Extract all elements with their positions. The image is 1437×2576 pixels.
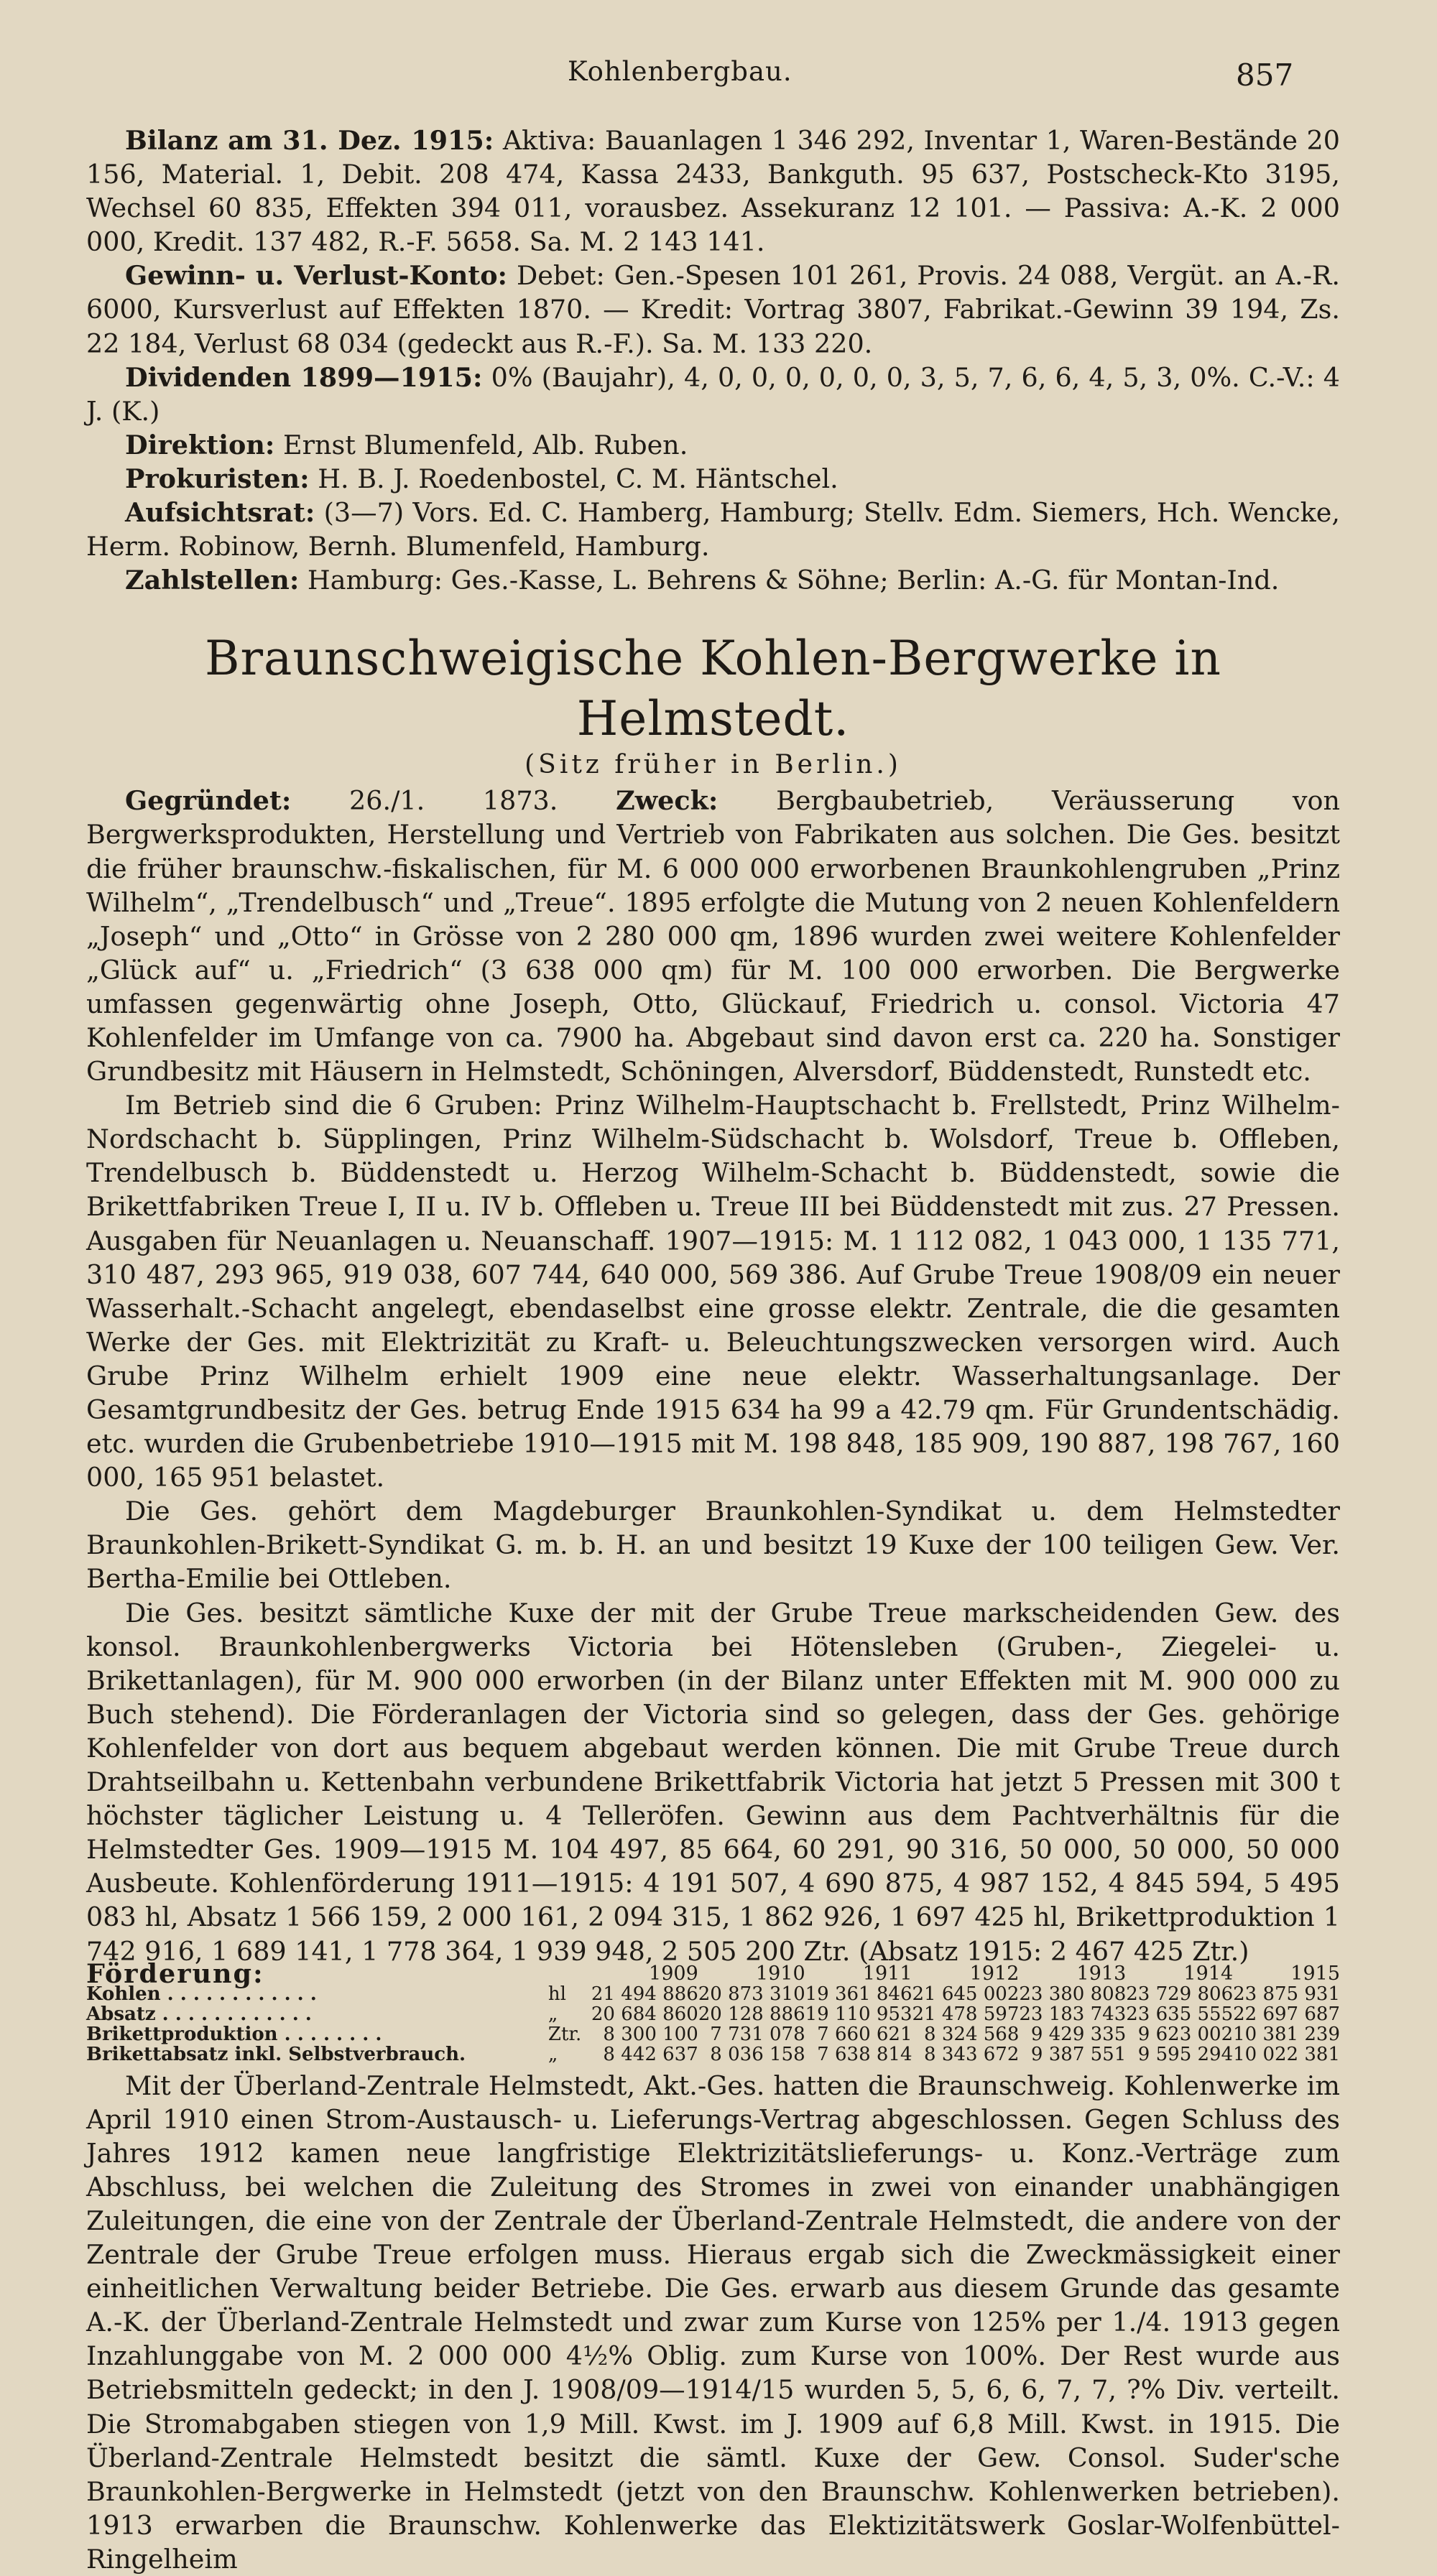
table-cell: 10 381 239 bbox=[1233, 2023, 1340, 2045]
betrieb-paragraph: Im Betrieb sind die 6 Gruben: Prinz Wilhelm-Hauptschacht b. Frellstedt, Prinz Wilhelm-Nordschacht b. Süpplingen, Prinz Wilhelm-Südschacht b. Wolsdorf, Treue b. Offleben, Trendelbusch b. Büddenstedt u. Herzog Wilhelm-Schacht b. Büddenstedt, sowie die Brikettfabriken Treue I, II u. IV b. Offleben u. Treue III bei Büddenstedt mit zus. 27 Pressen. Ausgaben für Neuanlagen u. Neuanschaff. 1907—1915: M. 1 112 082, 1 043 000, 1 135 771, 310 487, 293 965, 919 038, 607 744, 640 000, 569 386. Auf Grube Treue 1908/09 ein neuer Wasserhalt.-Schacht angelegt, ebendaselbst eine grosse elektr. Zentrale, die die gesamten Werke der Ges. mit Elektrizität zu Kraft- u. Beleuchtungszwecken versorgen wird. Auch Grube Prinz Wilhelm erhielt 1909 eine neue elektr. Wasserhaltungsanlage. Der Gesamtgrundbesitz der Ges. betrug Ende 1915 634 ha 99 a 42.79 qm. Für Grundentschädig. etc. wurden die Grubenbetriebe 1910—1915 mit M. 198 848, 185 909, 190 887, 198 767, 160 000, 165 951 belastet. bbox=[86, 1090, 1340, 1493]
gewinn-verlust-text: Debet: Gen.-Spesen 101 261, Provis. 24 088, Vergüt. an A.-R. 6000, Kursverlust auf Effekten 1870. — Kredit: Vortrag 3807, Fabrikat.-Gewinn 39 194, Zs. 22 184, Verlust 68 034 (gedeckt aus R.-F.). Sa. M. 133 220. bbox=[86, 260, 1341, 359]
direktion-paragraph bbox=[86, 428, 1340, 462]
direktion-label: Direktion: bbox=[125, 429, 275, 460]
company-seat: (Sitz früher in Berlin.) bbox=[525, 750, 902, 780]
bilanz-label: Bilanz am 31. Dez. 1915: bbox=[125, 125, 494, 156]
table-cell: 10 022 381 bbox=[1233, 2043, 1340, 2065]
dividenden-paragraph bbox=[86, 361, 1340, 428]
row-label: Brikettproduktion . . . . . . . . bbox=[86, 2023, 382, 2045]
dividenden-label: Dividenden 1899—1915: bbox=[125, 361, 483, 393]
year-header: 1914 bbox=[1183, 1962, 1234, 1985]
row-label: Brikettabsatz inkl. Selbstverbrauch. bbox=[86, 2043, 466, 2065]
year-header: 1915 bbox=[1290, 1962, 1340, 1985]
aufsichtsrat-text: (3—7) Vors. Ed. C. Hamberg, Hamburg; Stellv. Edm. Siemers, Hch. Wencke, Herm. Robinow, Bernh. Blumenfeld, Hamburg. bbox=[86, 497, 1340, 562]
gegruendet-label: Gegründet: bbox=[125, 785, 292, 817]
running-header bbox=[0, 56, 1437, 99]
table-cell: 23 380 808 bbox=[1019, 1983, 1127, 2005]
table-cell: 21 478 597 bbox=[912, 2003, 1020, 2025]
dividenden-text: 0% (Baujahr), 4, 0, 0, 0, 0, 0, 0, 3, 5, 7, 6, 6, 4, 5, 3, 0%. C.-V.: 4 J. (K.) bbox=[86, 361, 1340, 427]
prokuristen-paragraph bbox=[86, 462, 1340, 496]
table-row bbox=[86, 2024, 1340, 2044]
table-cell: 23 183 743 bbox=[1019, 2003, 1127, 2025]
table-cell: 21 645 002 bbox=[912, 1983, 1020, 2005]
table-cell: 22 697 687 bbox=[1233, 2003, 1340, 2025]
zahlstellen-label: Zahlstellen: bbox=[125, 565, 300, 596]
gewinn-verlust-paragraph bbox=[86, 259, 1340, 360]
table-cell: 8 036 158 bbox=[710, 2043, 805, 2065]
table-cell: 19 110 953 bbox=[805, 2003, 912, 2025]
prokuristen-label: Prokuristen: bbox=[125, 463, 310, 494]
row-unit: „ bbox=[547, 2043, 558, 2065]
row-label: Kohlen . . . . . . . . . . . . bbox=[86, 1983, 317, 2005]
table-cell: 23 729 806 bbox=[1126, 1983, 1234, 2005]
gewinn-verlust-label: Gewinn- u. Verlust-Konto: bbox=[125, 260, 508, 292]
table-cell: 23 875 931 bbox=[1233, 1983, 1340, 2005]
aufsichtsrat-paragraph bbox=[86, 496, 1340, 563]
table-cell: 9 387 551 bbox=[1030, 2043, 1127, 2065]
table-cell: 21 494 886 bbox=[591, 1983, 698, 2005]
row-unit: „ bbox=[547, 2003, 558, 2025]
row-label: Absatz . . . . . . . . . . . . bbox=[86, 2003, 312, 2025]
syndikat-paragraph: Die Ges. gehört dem Magdeburger Braunkohlen-Syndikat u. dem Helmstedter Braunkohlen-Brikett-Syndikat G. m. b. H. an und besitzt 19 Kuxe der 100 teiligen Gew. Ver. Bertha-Emilie bei Ottleben. bbox=[86, 1496, 1340, 1595]
victoria-paragraph: Die Ges. besitzt sämtliche Kuxe der mit der Grube Treue markscheidenden Gew. des konsol. Braunkohlenbergwerks Victoria bei Hötensleben (Gruben-, Ziegelei- u. Brikettanlagen), für M. 900 000 erworben (in der Bilanz unter Effekten mit M. 900 000 zu Buch stehend). Die Förderanlagen der Victoria sind so gelegen, dass der Ges. gehörige Kohlenfelder von dort aus bequem abgebaut werden können. Die mit Grube Treue durch Drahtseilbahn u. Kettenbahn verbundene Brikettfabrik Victoria hat jetzt 5 Pressen mit 300 t höchster täglicher Leistung u. 4 Telleröfen. Gewinn aus dem Pachtverhältnis für die Helmstedter Ges. 1909—1915 M. 104 497, 85 664, 60 291, 90 316, 50 000, 50 000, 50 000 Ausbeute. Kohlenförderung 1911—1915: 4 191 507, 4 690 875, 4 987 152, 4 845 594, 5 495 083 hl, Absatz 1 566 159, 2 000 161, 2 094 315, 1 862 926, 1 697 425 hl, Brikettproduktion 1 742 916, 1 689 141, 1 778 364, 1 939 948, 2 505 200 Ztr. (Absatz 1915: 2 467 425 Ztr.) bbox=[86, 1597, 1340, 1967]
year-header: 1910 bbox=[755, 1962, 805, 1985]
prokuristen-text: H. B. J. Roedenbostel, C. M. Häntschel. bbox=[309, 463, 838, 494]
table-row bbox=[86, 1984, 1340, 2004]
table-cell: 7 660 621 bbox=[817, 2023, 912, 2045]
running-title: Kohlenbergbau. bbox=[568, 56, 793, 87]
bilanz-text: Aktiva: Bauanlagen 1 346 292, Inventar 1, Waren-Bestände 20 156, Material. 1, Debit. 208 474, Kassa 2433, Bankguth. 95 637, Postscheck-Kto 3195, Wechsel 60 835, Effekten 394 011, vorausbez. Assekuranz 12 101. — Passiva: A.-K. 2 000 000, Kredit. 137 482, R.-F. 5658. Sa. M. 2 143 141. bbox=[86, 125, 1340, 258]
table-cell: 8 343 672 bbox=[924, 2043, 1020, 2065]
table-cell: 20 873 310 bbox=[698, 1983, 805, 2005]
table-cell: 8 300 100 bbox=[603, 2023, 698, 2045]
table-cell: 9 595 294 bbox=[1137, 2043, 1234, 2065]
year-header: 1911 bbox=[862, 1962, 912, 1985]
gegruendet-date: 26./1. 1873. bbox=[291, 785, 616, 817]
table-cell: 7 731 078 bbox=[710, 2023, 805, 2045]
foerderung-label: Förderung: bbox=[86, 1958, 264, 1989]
table-cell: 8 324 568 bbox=[924, 2023, 1020, 2045]
foerderung-table bbox=[86, 1958, 1340, 2065]
table-cell: 23 635 555 bbox=[1126, 2003, 1234, 2025]
table-cell: 8 442 637 bbox=[603, 2043, 698, 2065]
zahlstellen-paragraph bbox=[86, 563, 1340, 597]
year-header: 1912 bbox=[969, 1962, 1020, 1985]
bilanz-paragraph bbox=[86, 124, 1340, 259]
table-cell: 9 429 335 bbox=[1030, 2023, 1127, 2045]
aufsichtsrat-label: Aufsichtsrat: bbox=[125, 497, 315, 529]
gegruendet-paragraph bbox=[86, 784, 1340, 1088]
year-header: 1909 bbox=[649, 1962, 698, 1985]
company-title: Braunschweigische Kohlen-Bergwerke in Helmstedt. bbox=[204, 631, 1221, 747]
row-unit: Ztr. bbox=[547, 2023, 582, 2045]
text-column bbox=[86, 124, 1340, 2576]
table-cell: 20 128 886 bbox=[698, 2003, 805, 2025]
table-cell: 20 684 860 bbox=[591, 2003, 698, 2025]
zahlstellen-text: Hamburg: Ges.-Kasse, L. Behrens & Söhne; Berlin: A.-G. für Montan-Ind. bbox=[299, 565, 1280, 596]
row-unit: hl bbox=[547, 1983, 566, 2005]
table-row bbox=[86, 2044, 1340, 2065]
ueberland-paragraph: Mit der Überland-Zentrale Helmstedt, Akt.-Ges. hatten die Braunschweig. Kohlenwerke im April 1910 einen Strom-Austausch- u. Lieferungs-Vertrag abgeschlossen. Gegen Schluss des Jahres 1912 kamen neue langfristige Elektrizitätslieferungs- u. Konz.-Verträge zum Abschluss, bei welchen die Zuleitung des Stromes in zwei von einander unabhängigen Zuleitungen, die eine von der Zentrale der Überland-Zentrale Helmstedt, die andere von der Zentrale der Grube Treue erfolgen muss. Hieraus ergab sich die Zweckmässigkeit einer einheitlichen Verwaltung beider Betriebe. Die Ges. erwarb aus diesem Grunde das gesamte A.-K. der Überland-Zentrale Helmstedt und zwar zum Kurse von 125% per 1./4. 1913 gegen Inzahlunggabe von M. 2 000 000 4½% Oblig. zum Kurse von 100%. Der Rest wurde aus Betriebsmitteln gedeckt; in den J. 1908/09—1914/15 wurden 5, 5, 6, 6, 7, 7, ?% Div. verteilt. Die Stromabgaben stiegen von 1,9 Mill. Kwst. im J. 1909 auf 6,8 Mill. Kwst. in 1915. Die Überland-Zentrale Helmstedt besitzt die sämtl. Kuxe der Gew. Consol. Suder'sche Braunkohlen-Bergwerke in Helmstedt (jetzt von den Braunschw. Kohlenwerken betrieben). 1913 erwarben die Braunschw. Kohlenwerke das Elektizitätswerk Goslar-Wolfenbüttel-Ringelheim bbox=[86, 2070, 1340, 2575]
zweck-label: Zweck: bbox=[616, 785, 718, 817]
direktion-text: Ernst Blumenfeld, Alb. Ruben. bbox=[274, 429, 688, 460]
zweck-text: Bergbaubetrieb, Veräusserung von Bergwerksprodukten, Herstellung und Vertrieb von Fabrikaten aus solchen. Die Ges. besitzt die früher braunschw.-fiskalischen, für M. 6 000 000 erworbenen Braunkohlengruben „Prinz Wilhelm“, „Trendelbusch“ und „Treue“. 1895 erfolgte die Mutung von 2 neuen Kohlenfeldern „Joseph“ und „Otto“ in Grösse von 2 280 000 qm, 1896 wurden zwei weitere Kohlenfelder „Glück auf“ u. „Friedrich“ (3 638 000 qm) für M. 100 000 erworben. Die Bergwerke umfassen gegenwärtig ohne Joseph, Otto, Glückauf, Friedrich u. consol. Victoria 47 Kohlenfelder im Umfange von ca. 7900 ha. Abgebaut sind davon erst ca. 220 ha. Sonstiger Grundbesitz mit Häusern in Helmstedt, Schöningen, Alversdorf, Büddenstedt, Runstedt etc. bbox=[86, 785, 1340, 1088]
table-cell: 19 361 846 bbox=[805, 1983, 912, 2005]
year-header: 1913 bbox=[1076, 1962, 1127, 1985]
page-number: 857 bbox=[1236, 57, 1294, 93]
table-cell: 7 638 814 bbox=[817, 2043, 912, 2065]
table-row bbox=[86, 2004, 1340, 2024]
table-cell: 9 623 002 bbox=[1137, 2023, 1234, 2045]
